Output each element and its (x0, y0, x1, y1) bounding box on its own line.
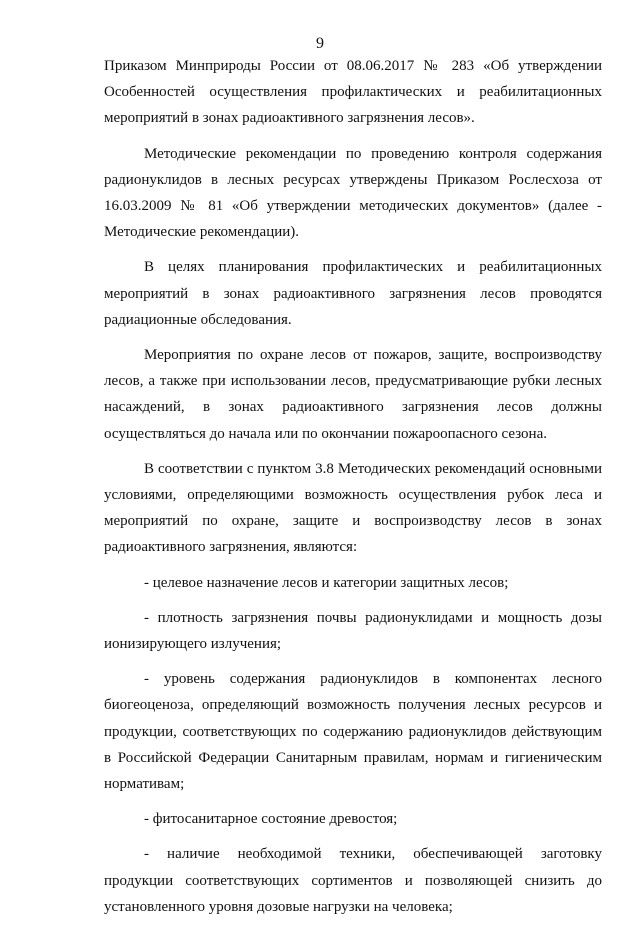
paragraph-fire-season-measures: Мероприятия по охране лесов от пожаров, защите, воспроизводству лесов, а также при использовании лесов, предусматривающие рубки лесных насаждений, в зонах радиоактивного загрязнения лесов должны осуществляться до начала или по окончании пожароопасного сезона. (104, 347, 602, 442)
list-item-phytosanitary-state: - фитосанитарное состояние древостоя; (144, 811, 398, 828)
list-item-radionuclide-level: - уровень содержания радионуклидов в компонентах лесного биогеоценоза, определяющий возможность получения лесных ресурсов и продукции, соответствующих по содержанию радионуклидов действующим в Российской Федерации Санитарным правилам, нормам и гигиеническим нормативам; (104, 671, 602, 793)
page-number: 9 (316, 35, 324, 52)
body-text (104, 53, 602, 929)
paragraph-methodical-recommendations: Методические рекомендации по проведению контроля содержания радионуклидов в лесных ресурсах утверждены Приказом Рослесхоза от 16.03.2009 № 81 «Об утверждении методических документов» (далее - Методические рекомендации). (104, 145, 602, 241)
paragraph-radiation-surveys: В целях планирования профилактических и реабилитационных мероприятий в зонах радиоактивного загрязнения лесов проводятся радиационные обследования. (104, 259, 602, 328)
list-item-equipment: - наличие необходимой техники, обеспечивающей заготовку продукции соответствующих сортиментов и позволяющей снизить до установленного уровня дозовые нагрузки на человека; (104, 846, 602, 915)
list-item-soil-contamination: - плотность загрязнения почвы радионуклидами и мощность дозы ионизирующего излучения; (104, 609, 602, 653)
list-item-forest-purpose: - целевое назначение лесов и категории защитных лесов; (144, 574, 509, 591)
paragraph-main-conditions: В соответствии с пунктом 3.8 Методических рекомендаций основными условиями, определяющими возможность осуществления рубок леса и мероприятий по охране, защите и воспроизводству лесов в зонах радиоактивного загрязнения, являются: (104, 460, 602, 556)
paragraph-order-reference: Приказом Минприроды России от 08.06.2017 № 283 «Об утверждении Особенностей осуществления профилактических и реабилитационных мероприятий в зонах радиоактивного загрязнения лесов». (104, 58, 602, 127)
